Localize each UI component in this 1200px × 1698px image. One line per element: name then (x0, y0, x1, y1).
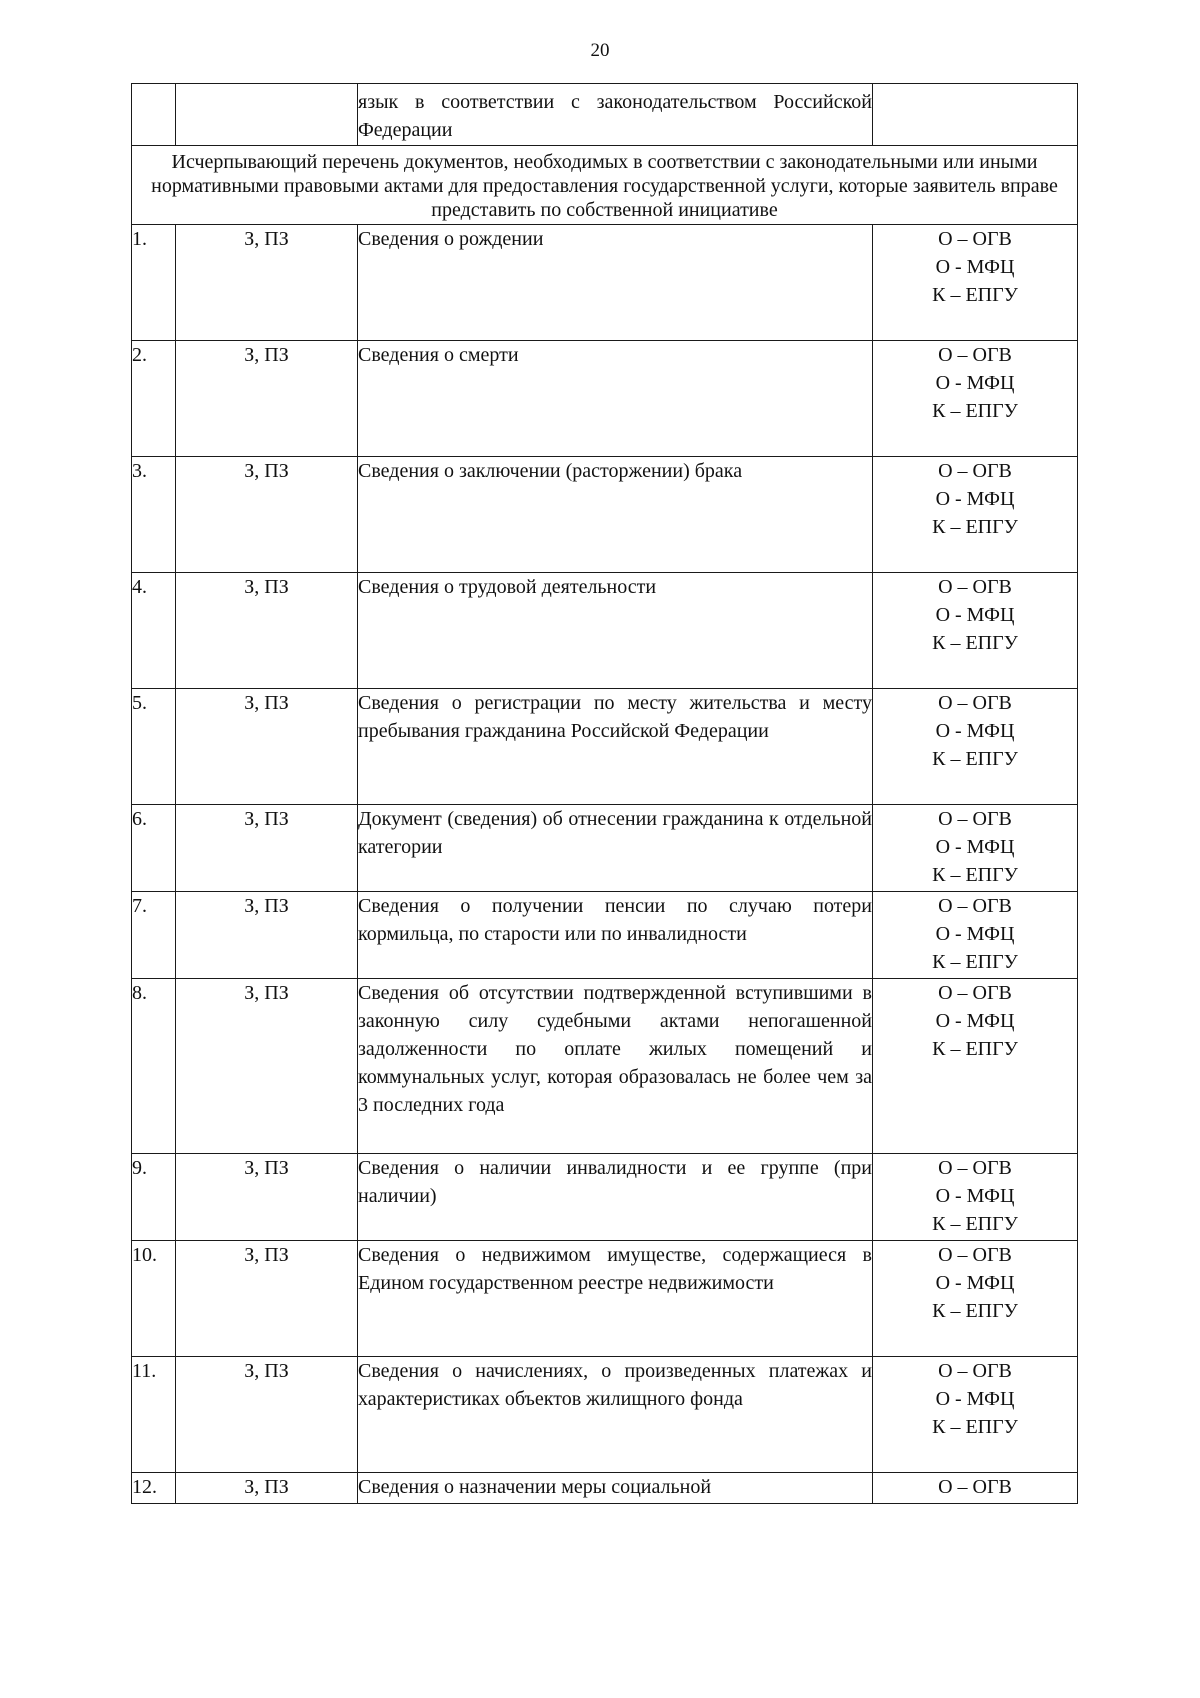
submitter-cell: З, ПЗ (176, 457, 358, 573)
submission-method: О – ОГВ (938, 808, 1012, 830)
document-name: Сведения о недвижимом имуществе, содержащиеся в Едином государственном реестре недвижимости (358, 1241, 873, 1357)
submission-methods (873, 892, 1078, 979)
row-number: 3. (132, 457, 176, 573)
submitter-cell: З, ПЗ (176, 979, 358, 1154)
submission-method: О - МФЦ (935, 836, 1015, 858)
submission-method: К – ЕПГУ (932, 864, 1018, 886)
empty-num-cell (132, 84, 176, 146)
submitter-cell: З, ПЗ (176, 1154, 358, 1241)
submitter-cell: З, ПЗ (176, 1357, 358, 1473)
row-number: 4. (132, 573, 176, 689)
row-number: 12. (132, 1473, 176, 1504)
submission-method: К – ЕПГУ (932, 400, 1018, 422)
document-name: Сведения о назначении меры социальной (358, 1473, 873, 1504)
table-row (132, 979, 1078, 1154)
document-name: Сведения о рождении (358, 225, 873, 341)
submission-method: О – ОГВ (938, 692, 1012, 714)
document-rows (132, 225, 1078, 1504)
submission-method: О – ОГВ (938, 1157, 1012, 1179)
table-row (132, 1357, 1078, 1473)
section-heading-row (132, 146, 1078, 225)
submission-method: О – ОГВ (938, 576, 1012, 598)
table-row (132, 341, 1078, 457)
table-row (132, 689, 1078, 805)
submission-method: О - МФЦ (935, 604, 1015, 626)
document-name: Сведения о наличии инвалидности и ее группе (при наличии) (358, 1154, 873, 1241)
page-number: 20 (590, 40, 610, 61)
table-row (132, 805, 1078, 892)
table-row (132, 1241, 1078, 1357)
submission-method: О – ОГВ (938, 460, 1012, 482)
submission-method: К – ЕПГУ (932, 748, 1018, 770)
submitter-cell: З, ПЗ (176, 892, 358, 979)
submitter-cell: З, ПЗ (176, 1241, 358, 1357)
submission-method: О – ОГВ (938, 228, 1012, 250)
submission-methods (873, 341, 1078, 457)
table-row (132, 457, 1078, 573)
document-name: Документ (сведения) об отнесении гражданина к отдельной категории (358, 805, 873, 892)
submission-methods (873, 573, 1078, 689)
submission-method: К – ЕПГУ (932, 1038, 1018, 1060)
submission-method: О - МФЦ (935, 923, 1015, 945)
submission-method: К – ЕПГУ (932, 951, 1018, 973)
table-row (132, 892, 1078, 979)
table-row (132, 573, 1078, 689)
submitter-cell: З, ПЗ (176, 573, 358, 689)
empty-ways-cell (873, 84, 1078, 146)
submission-method: К – ЕПГУ (932, 1416, 1018, 1438)
section-heading: Исчерпывающий перечень документов, необходимых в соответствии с законодательными или иными нормативными правовыми актами для предоставления государственной услуги, которые заявитель вправе представить по собственной инициативе (132, 146, 1078, 225)
submission-methods (873, 689, 1078, 805)
submitter-cell: З, ПЗ (176, 341, 358, 457)
submission-method: О – ОГВ (938, 344, 1012, 366)
submission-method: О – ОГВ (938, 1360, 1012, 1382)
submission-methods (873, 805, 1078, 892)
submitter-cell: З, ПЗ (176, 689, 358, 805)
row-number: 10. (132, 1241, 176, 1357)
document-name: Сведения о регистрации по месту жительства и месту пребывания гражданина Российской Федерации (358, 689, 873, 805)
document-name: Сведения о заключении (расторжении) брака (358, 457, 873, 573)
table-row (132, 1473, 1078, 1504)
submission-methods (873, 979, 1078, 1154)
row-number: 6. (132, 805, 176, 892)
submitter-cell: З, ПЗ (176, 805, 358, 892)
submission-methods (873, 1357, 1078, 1473)
row-number: 9. (132, 1154, 176, 1241)
document-name: Сведения о получении пенсии по случаю потери кормильца, по старости или по инвалидности (358, 892, 873, 979)
submission-method: К – ЕПГУ (932, 516, 1018, 538)
document-name: Сведения о смерти (358, 341, 873, 457)
submission-methods (873, 1241, 1078, 1357)
continuation-row (132, 84, 1078, 146)
row-number: 11. (132, 1357, 176, 1473)
submission-method: К – ЕПГУ (932, 1300, 1018, 1322)
submission-methods (873, 225, 1078, 341)
submitter-cell: З, ПЗ (176, 1473, 358, 1504)
submission-method: О – ОГВ (938, 895, 1012, 917)
continuation-text: язык в соответствии с законодательством Российской Федерации (358, 84, 873, 146)
submission-method: О – ОГВ (938, 1244, 1012, 1266)
row-number: 8. (132, 979, 176, 1154)
documents-table (131, 83, 1078, 1504)
row-number: 5. (132, 689, 176, 805)
submission-method: О - МФЦ (935, 720, 1015, 742)
submission-methods (873, 1154, 1078, 1241)
document-name: Сведения об отсутствии подтвержденной вступившими в законную силу судебными актами непогашенной задолженности по оплате жилых помещений и коммунальных услуг, которая образовалась не более чем за 3 последних года (358, 979, 873, 1154)
submission-method: О - МФЦ (935, 1185, 1015, 1207)
submitter-cell: З, ПЗ (176, 225, 358, 341)
document-name: Сведения о начислениях, о произведенных платежах и характеристиках объектов жилищного фонда (358, 1357, 873, 1473)
document-name: Сведения о трудовой деятельности (358, 573, 873, 689)
submission-method: О - МФЦ (935, 256, 1015, 278)
submission-method: О – ОГВ (938, 1476, 1012, 1498)
row-number: 2. (132, 341, 176, 457)
submission-method: О - МФЦ (935, 372, 1015, 394)
empty-by-cell (176, 84, 358, 146)
table-row (132, 225, 1078, 341)
submission-method: О - МФЦ (935, 1272, 1015, 1294)
submission-method: К – ЕПГУ (932, 284, 1018, 306)
row-number: 1. (132, 225, 176, 341)
table-row (132, 1154, 1078, 1241)
submission-method: О - МФЦ (935, 1388, 1015, 1410)
submission-method: К – ЕПГУ (932, 1213, 1018, 1235)
submission-method: О - МФЦ (935, 488, 1015, 510)
submission-method: О - МФЦ (935, 1010, 1015, 1032)
submission-methods (873, 1473, 1078, 1504)
submission-methods (873, 457, 1078, 573)
row-number: 7. (132, 892, 176, 979)
submission-method: К – ЕПГУ (932, 632, 1018, 654)
submission-method: О – ОГВ (938, 982, 1012, 1004)
